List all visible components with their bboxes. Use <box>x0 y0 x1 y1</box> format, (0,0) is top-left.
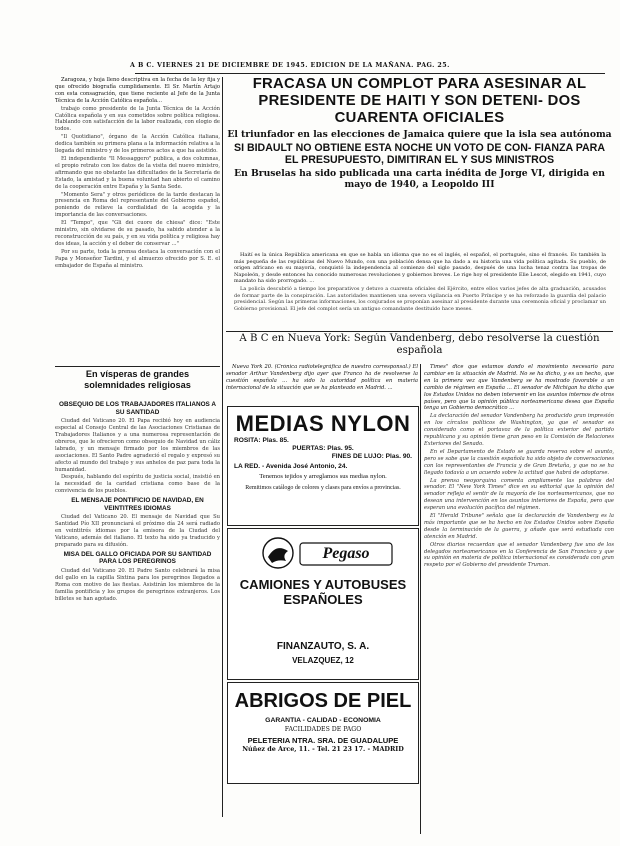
left-top-text: Zaragoza, y hoja lleno descriptiva en la fecha de la ley fija y que ofrecido biografía cumplidamente. El Sr. Martín Artajo con esta consagración, que tiene reciente al Jefe de la Junta Técnica de la Acción Católica española... <box>55 77 220 104</box>
medias-line1: ROSITA: Plas. 85. <box>234 437 289 444</box>
pegaso-brand: Pegaso <box>322 545 370 562</box>
main-story-body <box>234 252 606 330</box>
abrigos-line1: GARANTIA - CALIDAD - ECONOMIA <box>265 717 381 724</box>
ny-right-body: Times" dice que estamos dando el movimiento necesario para cambiar en la situación de Madrid. No se ha dicho, y es un hecho, que en la primera vez que Vandenberg se ha mostrado favorable a un cambio de régimen en España ... El senador de Michigan ha dicho que los Estados Unidos no deben intervenir en los asuntos internos de otros países, pero que la opinión pública norteamericana desea que España tenga un Gobierno democrático ... <box>424 364 614 412</box>
left-filler-5: El "Tempo", que "Gli dei cuore de chiesa" dice: "Este ministro, sin olvidarse de su pasado, ha sabido atender a la reconstrucción de su país, y en su vida política y religiosa hay dos ideas, la acción y el deber de conservar ..." <box>55 220 220 247</box>
ny-story-middle <box>226 364 418 404</box>
ny-filler-4: El "Herald Tribune" señala que la declaración de Vandenberg es la más importante que se ha hecho en los Estados Unidos sobre España desde la terminación de la guerra, y añade que será estudiada con atención en Madrid. <box>424 513 614 540</box>
medias-title: MEDIAS NYLON <box>235 411 411 436</box>
medias-line5: Tenemos tejidos y arreglamos sus medias nylon. <box>259 473 387 480</box>
left-subhead-3: MISA DEL GALLO OFICIADA POR SU SANTIDAD PARA LOS PEREGRINOS <box>63 550 212 566</box>
left-headline: En vísperas de grandes solemnidades religiosas <box>84 369 191 390</box>
ny-filler-3: La prensa neoyorquina comenta ampliamente las palabras del senador. El "New York Times" dice en su editorial que la opinión del senador refleja el sentir de la mayoría de los norteamericanos, que no desean una intervención en los asuntos interiores de España, pero que esperan una evolución pacífica del régimen. <box>424 477 614 512</box>
medias-line6: Remitimos catálogo de colores y clases para envíos a provincias. <box>245 485 401 491</box>
pegaso-line3: VELAZQUEZ, 12 <box>292 656 354 665</box>
ny-filler-5: Otros diarios recuerdan que el senador Vandenberg fue uno de los delegados norteamericanos en la Conferencia de San Francisco y que su opinión en materia de política internacional es considerada con gran respeto por el Gobierno del presidente Truman. <box>424 541 614 569</box>
pegaso-line1: CAMIONES Y AUTOBUSES ESPAÑOLES <box>239 577 407 607</box>
medias-line4: LA RED. - Avenida José Antonio, 24. <box>234 463 348 470</box>
bidault-headline: SI BIDAULT NO OBTIENE ESTA NOCHE UN VOTO DE CON- FIANZA PARA EL PRESUPUESTO, DIMITIRAN EL Y SUS MINISTROS <box>234 142 605 167</box>
main-story-headlines <box>226 76 613 251</box>
left-subhead-1: OBSEQUIO DE LOS TRABAJADORES ITALIANOS A SU SANTIDAD <box>59 401 216 416</box>
left-filler-4: "Momento Sera" y otros periódicos de la tarde destacan la presencia en Roma del representante del Gobierno español, poniendo de relieve la cordialidad de la acogida y la importancia de las conversaciones. <box>55 191 220 219</box>
abrigos-line3: PELETERIA NTRA. SRA. DE GUADALUPE <box>247 735 399 745</box>
main-filler: La policía descubrió a tiempo los preparativos y detuvo a cuarenta oficiales del Ejército, entre ellos varios jefes de alta graduación, acusados de formar parte de la conspiración. Las autoridades mantienen una severa vigilancia en Puerto Príncipe y se ha reforzado la guardia del palacio presidencial. Según las primeras informaciones, los conjurados se proponían asesinar al presidente durante una ceremonia oficial y proclamar un Gobierno provisional. El jefe del complot sería un antiguo comandante destituido hace meses. <box>234 285 606 312</box>
left-filler-1: trabajo como presidente de la Junta Técnica de la Acción Católica española y en sus cometidos sobre política religiosa. Hablando con satisfacción de la labor realizada, con elogio de todos. <box>55 105 220 133</box>
main-subhead: El triunfador en las elecciones de Jamaica quiere que la isla sea autónoma <box>227 129 612 140</box>
medias-line3: FINES DE LUJO: Plas. 90. <box>331 453 412 460</box>
abrigos-line4: Núñez de Arce, 11. - Tel. 21 23 17. - MADRID <box>242 745 404 753</box>
pegaso-line2: FINANZAUTO, S. A. <box>276 641 370 652</box>
left-filler-6: Por su parte, toda la prensa destaca la conversación con el Papa y Monseñor Tardini, y el almuerzo ofrecido por S. E. el embajador de España al ministro. <box>55 248 220 269</box>
bruselas-headline: En Bruselas ha sido publicada una carta inédita de Jorge VI, dirigida en mayo de 1940, a Leopoldo III <box>234 167 605 190</box>
left-filler-8: Después, hablando del espíritu de justicia social, insistió en la necesidad de la caridad cristiana como base de la convivencia de los pueblos. <box>55 474 220 495</box>
header-rule <box>135 73 605 74</box>
left-filler-3: El independiente "Il Messaggero" publica, a dos columnas, el propio retrato con los datos de la visita del nuevo ministro, afirmando que no obstante las dificultades de la Secretaría de Estado, la amistad y la buena voluntad han abierto el camino de la cooperación entre España y la Santa Sede. <box>55 155 220 190</box>
left-column-top <box>55 77 220 367</box>
left-filler-2: "Il Quotidiano", órgano de la Acción Católica italiana, dedica también su primera plana a la información relativa a la llegada del ministro y de los primeros actos a que ha asistido. <box>55 134 220 155</box>
medias-nylon-ad <box>227 406 419 526</box>
abrigos-ad <box>227 682 419 784</box>
ny-story-right <box>424 364 614 834</box>
ny-body: Nueva York 20. (Crónica radiotelegráfica de nuestro corresponsal.) El senador Arthur Vandenberg dijo ayer que Franco ha de resolverse la cuestión española ... ha sido la autoridad política en materia internacional de la situación que se ha planteado en Madrid. ... <box>226 364 418 391</box>
left-filler-7: Ciudad del Vaticano 20. El Papa recibió hoy en audiencia especial al Consejo Central de las Asociaciones Cristianas de Trabajadores Italianos y a una numerosa representación de obreros, que le ofrecieron como obsequio de Navidad un cáliz labrado, y un mensaje firmado por los miembros de las asociaciones. El Santo Padre agradeció el regalo y expresó su afecto al mundo del trabajo y sus anhelos de paz para toda la humanidad. <box>55 418 220 473</box>
main-body: Haití es la única República americana en que se habla un idioma que no es el inglés, el español, el portugués, sino el francés. Es también la más pequeña de las repúblicas del Nuevo Mundo, con una población densa que ha dado a su historia una vida política agitada. Su pueblo, de origen africano en su mayoría, conquistó la independencia al comienzo del siglo pasado, después de una lucha tenaz contra las tropas de Napoleón, y desde entonces ha conocido numerosas revoluciones y gobiernos breves. Le rige hoy el presidente Elie Lescot, elegido en 1941, cuyo mandato ha sido prorrogado. ... <box>234 252 606 285</box>
page-header: A B C. VIERNES 21 DE DICIEMBRE DE 1945. EDICION DE LA MAÑANA. PAG. 25. <box>130 62 450 69</box>
abrigos-line2: FACILIDADES DE PAGO <box>284 725 362 733</box>
ny-filler-2: En el Departamento de Estado se guarda reserva sobre el asunto, pero se sabe que la cuestión española ha sido objeto de conversaciones con los representantes de Francia y de Gran Bretaña, y que no se ha llegado todavía a un acuerdo sobre la actitud que habrá de adoptarse. <box>424 448 614 476</box>
ny-filler-1: La declaración del senador Vandenberg ha producido gran impresión en los círculos políticos de Washington, ya que el senador es considerado como el portavoz de la política exterior del partido republicano y su opinión tiene gran peso en la Comisión de Relaciones Exteriores del Senado. <box>424 413 614 447</box>
pegaso-ad <box>227 528 419 680</box>
medias-line2: PUERTAS: Plas. 95. <box>292 445 354 452</box>
left-headline-box <box>55 369 220 399</box>
ny-headline: A B C en Nueva York: Según Vandenberg, debo resolverse la cuestión española <box>239 333 600 356</box>
left-filler-10: Ciudad del Vaticano 20. El Padre Santo celebrará la misa del gallo en la capilla Sixtina para los peregrinos llegados a Roma con motivo de las fiestas. Asistirán los miembros de la familia pontificia y los grupos de peregrinos extranjeros. Los billetes se han agotado. <box>55 568 220 602</box>
ny-headline-box <box>226 333 613 363</box>
left-column-bottom <box>55 401 220 791</box>
abrigos-title: ABRIGOS DE PIEL <box>234 690 412 712</box>
main-headline: FRACASA UN COMPLOT PARA ASESINAR AL PRESIDENTE DE HAITI Y SON DETENI- DOS CUARENTA OFICIALES <box>252 76 587 126</box>
left-filler-9: Ciudad del Vaticano 20. El mensaje de Navidad que Su Santidad Pío XII pronunciará el próximo día 24 será radiado en veintitrés idiomas por la emisora de la Ciudad del Vaticano, además del italiano. El texto ha sido ya traducido y preparado para su difusión. <box>55 514 220 548</box>
left-subhead-2: EL MENSAJE PONTIFICIO DE NAVIDAD, EN VEINTITRES IDIOMAS <box>71 497 204 512</box>
